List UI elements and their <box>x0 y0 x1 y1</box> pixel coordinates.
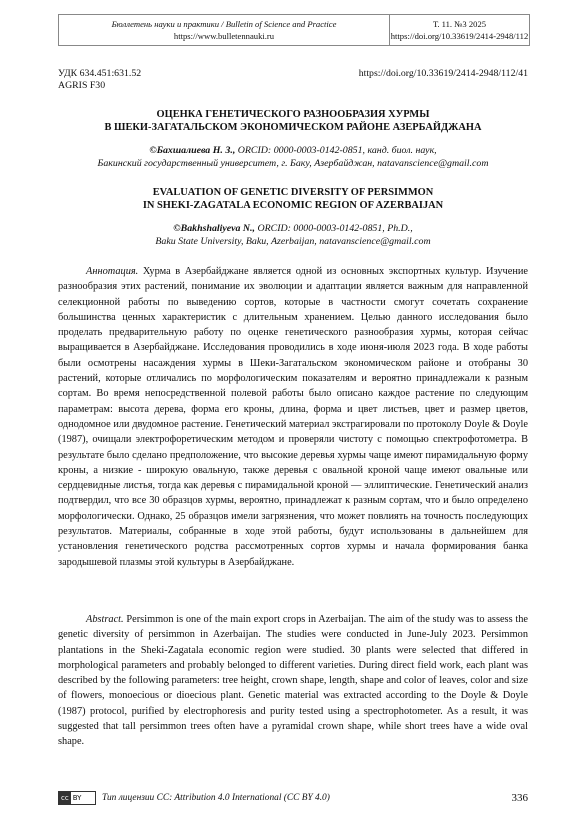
license-text: Тип лицензии CC: Attribution 4.0 International (CC BY 4.0) <box>102 793 330 803</box>
issue-volume: Т. 11. №3 2025 <box>432 19 487 29</box>
en-abstract-label: Abstract. <box>86 614 124 625</box>
en-author-name: ©Bakhshaliyeva N., <box>173 223 255 234</box>
journal-name: Бюллетень науки и практики / Bulletin of Science and Practice <box>111 19 337 29</box>
ru-affiliation: Бакинский государственный университет, г. Баку, Азербайджан, natavanscience@gmail.com <box>97 158 489 169</box>
agris-row <box>58 80 528 92</box>
en-author-orcid: ORCID: 0000-0003-0142-0851, Ph.D., <box>255 223 413 234</box>
en-title-line2: IN SHEKI-ZAGATALA ECONOMIC REGION OF AZERBAIJAN <box>142 200 444 211</box>
en-abstract-text: Persimmon is one of the main export crops in Azerbaijan. The aim of the study was to assess the genetic diversity of persimmon in Azerbaijan. The studies were conducted in June-July 2023. Persimmon plantations in the Sheki-Zagatala economic region were studied. 30 plants were selected that differed in morphological parameters and probably belonged to different varieties. During direct field work, each plant was described by the following parameters: tree height, crown shape, length, shape and color of leaves, color and size of flowers, monoecious or dioecious plant. Genetic material was extracted according to the Doyle & Doyle (1987) protocol, purified by electrophoresis and purity tested using a spectrophotometer. As a result, it was suggested that tall persimmon trees often have a pyramidal crown shape, while short trees have a wide oval shape. <box>58 614 528 748</box>
ru-abstract <box>58 264 528 570</box>
ru-abstract-text: Хурма в Азербайджане является одной из основных экспортных культур. Изучение разнообразия этих растений, понимание их эволюции и адаптации является важным для направленной селекционной работы по выведению сортов, которые в частности смогут сочетать сохранение большинства ценных характеристик с длительным хранением. Целью данного исследования было проделать предварительную работу по оценке генетического разнообразия хурмы, которая сейчас выращивается в Азербайджане. Исследования проводились в ходе июня-июля 2023 года. В ходе работы были осмотрены насаждения хурмы в Шеки-Загатальском экономическом районе и отобраны 30 растений, которые отличались по морфологическим показателям и вероятно принадлежали к разным сортам. Во время непосредственной полевой работы было описано каждое растение по следующим параметрам: высота дерева, форма его кроны, длина, форма и цвет листьев, цвет и размер цветов, однодомное или двудомное растение. Генетический материал экстрагировали по протоколу Doyle & Doyle (1987), очищали электрофоретическим методом и проверяли чистоту с помощью спектрофотометра. В результате было сделано предположение, что высокие деревья хурмы чаще имеют пирамидальную форму кроны, а низкие - широкую овальную, также деревья с овальной кроной чаще имеют овальные или сердцевидные листья, тогда как деревья с пирамидальной кроной — эллиптические. Генетический анализ подтвердил, что все 30 образцов хурмы, вероятно, принадлежат к разным сортам, что и было определено морфологически. Однако, 25 образцов имели загрязнения, что может повлиять на точность последующих результатов. Материалы, собранные в ходе этой работы, будут использованы в дальнейшем для установления генетического родства рассмотренных сортов хурмы и начала формирования банка зародышевой плазмы этой культуры в Азербайджане. <box>58 266 528 568</box>
journal-site-link[interactable]: https://www.bulletennauki.ru <box>173 31 275 41</box>
journal-header <box>58 14 530 46</box>
ru-title <box>58 108 528 134</box>
ru-title-line1: ОЦЕНКА ГЕНЕТИЧЕСКОГО РАЗНООБРАЗИЯ ХУРМЫ <box>156 109 430 120</box>
cc-icon-left: cc <box>61 794 69 802</box>
header-issue-cell <box>390 15 529 45</box>
ru-abstract-label: Аннотация. <box>86 266 139 277</box>
page-number: 336 <box>511 792 528 804</box>
udc-code: УДК 634.451:631.52 <box>58 68 142 79</box>
ru-author-orcid: ORCID: 0000-0003-0142-0851, канд. биол. наук, <box>235 145 437 156</box>
en-author <box>58 222 528 248</box>
en-abstract <box>58 612 528 750</box>
page-footer <box>58 790 528 806</box>
header-journal-cell <box>59 15 390 45</box>
ru-author-name: ©Бахшалиева Н. З., <box>149 145 236 156</box>
udc-row <box>58 68 528 80</box>
ru-title-line2: В ШЕКИ-ЗАГАТАЛЬСКОМ ЭКОНОМИЧЕСКОМ РАЙОНЕ АЗЕРБАЙДЖАНА <box>104 122 482 133</box>
ru-author <box>58 144 528 170</box>
issue-doi-link[interactable]: https://doi.org/10.33619/2414-2948/112 <box>390 31 529 41</box>
cc-icon-right: BY <box>72 794 82 802</box>
agris-code: AGRIS F30 <box>58 80 106 91</box>
en-affiliation: Baku State University, Baku, Azerbaijan, natavanscience@gmail.com <box>155 236 431 247</box>
en-title <box>58 186 528 212</box>
en-title-line1: EVALUATION OF GENETIC DIVERSITY OF PERSIMMON <box>152 187 434 198</box>
article-doi-link[interactable]: https://doi.org/10.33619/2414-2948/112/41 <box>358 68 528 79</box>
cc-license-icon[interactable] <box>58 791 96 805</box>
